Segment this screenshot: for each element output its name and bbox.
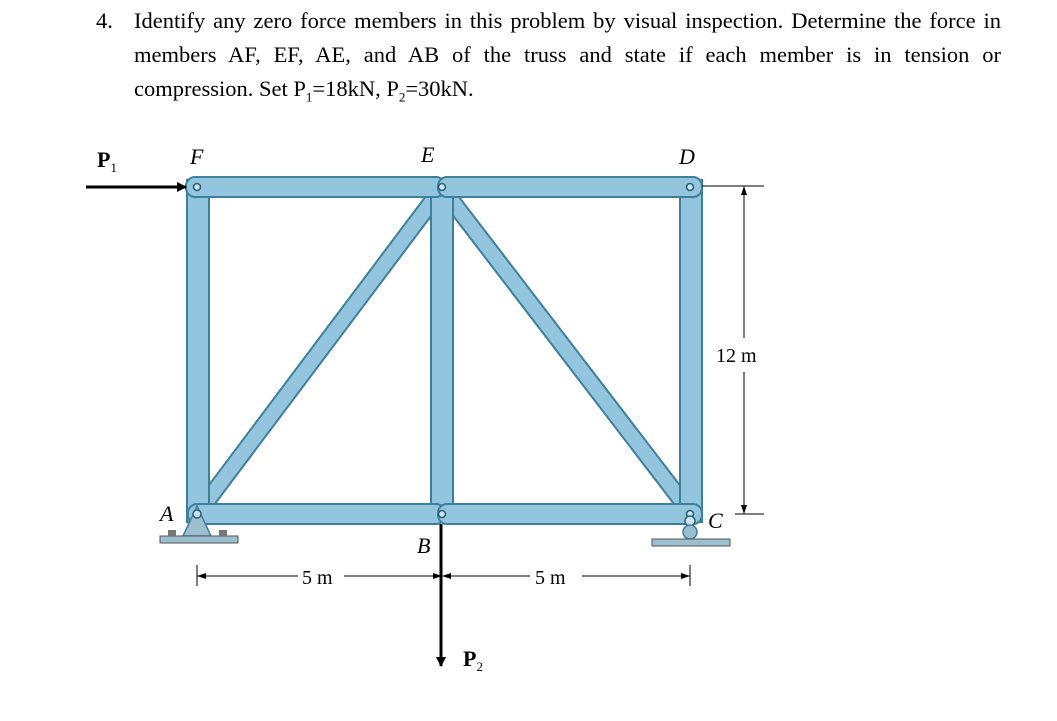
label-D: D <box>679 144 695 169</box>
label-C: C <box>708 508 723 533</box>
member-AF <box>187 180 209 522</box>
label-E: E <box>421 142 435 167</box>
label-A: A <box>160 501 174 526</box>
pin-B <box>439 511 446 518</box>
dimension-horizontal <box>197 565 690 586</box>
member-ED <box>438 177 702 197</box>
p1-subscript: 1 <box>305 89 313 105</box>
p2-sub: 2 <box>476 659 483 674</box>
p1-sub: 1 <box>110 160 117 175</box>
member-AE <box>198 188 442 513</box>
p2-letter: P <box>463 646 477 671</box>
member-BC <box>438 504 702 524</box>
problem-text-mid: =18kN, P <box>312 76 399 101</box>
dim-left-label: 5 m <box>302 567 333 589</box>
pin-F <box>194 184 201 191</box>
load-p2 <box>441 524 483 674</box>
label-B: B <box>417 533 431 558</box>
member-FE <box>186 177 445 197</box>
member-EC <box>442 188 691 513</box>
member-DC <box>680 180 702 522</box>
member-EB <box>431 180 453 522</box>
problem-text-end: =30kN. <box>405 76 474 101</box>
svg-text:P1 <box>97 147 117 175</box>
load-p1 <box>86 147 186 187</box>
dim-height-label: 12 m <box>716 345 757 367</box>
p2-subscript: 2 <box>398 89 406 105</box>
pin-E <box>439 184 446 191</box>
p1-letter: P <box>97 147 111 172</box>
pin-D <box>687 184 694 191</box>
label-F: F <box>190 144 204 169</box>
problem-text-main: Identify any zero force members in this problem by visual inspection. Determine the force in members AF, EF, AE, and AB of the truss and state if each member is in tension or compression. Set P <box>134 8 1001 101</box>
problem-number: 4. <box>96 8 113 33</box>
member-AB <box>188 504 445 524</box>
dim-right-label: 5 m <box>535 567 566 589</box>
svg-text:P2 <box>463 646 483 674</box>
